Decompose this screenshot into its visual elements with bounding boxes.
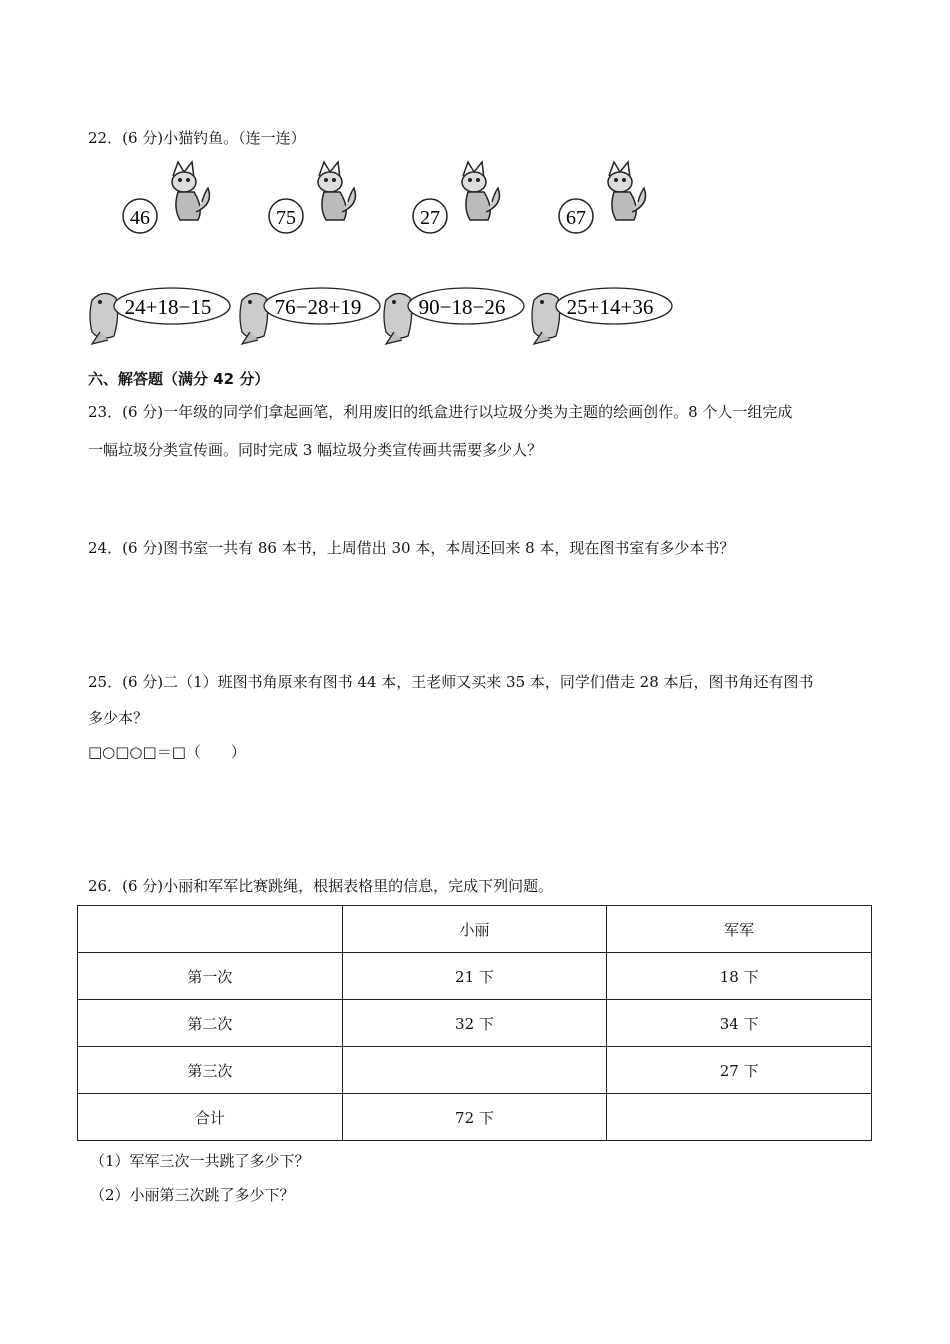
table-cell: 21 下 (342, 953, 607, 1000)
table-cell: 第一次 (78, 953, 343, 1000)
table-cell (607, 1094, 872, 1141)
q25-line1: 25．(6 分)二（1）班图书角原来有图书 44 本，王老师又买来 35 本，同学们借走 28 本后，图书角还有图书 (88, 673, 814, 691)
fish-icon (236, 282, 386, 346)
table-cell: 第三次 (78, 1047, 343, 1094)
cat-number: 67 (566, 207, 586, 229)
cat-icon (264, 158, 364, 238)
section-heading: 六、解答题（满分 42 分） (88, 370, 270, 388)
table-cell: 27 下 (607, 1047, 872, 1094)
cat-icon (408, 158, 508, 238)
cat-number: 75 (276, 207, 296, 229)
table-cell: 72 下 (342, 1094, 607, 1141)
cat-number: 46 (130, 207, 150, 229)
q25-formula: □○□○□＝□（ ） (88, 743, 246, 761)
table-cell: 18 下 (607, 953, 872, 1000)
table-header-row (78, 906, 872, 953)
table-cell: 32 下 (342, 1000, 607, 1047)
table-row (78, 953, 872, 1000)
q24-title: 24．(6 分)图书室一共有 86 本书，上周借出 30 本，本周还回来 8 本，现在图书室有多少本书？ (88, 539, 735, 557)
table-header-cell: 军军 (607, 906, 872, 953)
cat-number: 27 (420, 207, 440, 229)
jump-rope-table (77, 905, 872, 1141)
q22-title: 22．(6 分)小猫钓鱼。（连一连） (88, 129, 306, 147)
table-header-cell: 小丽 (342, 906, 607, 953)
q26-sub2: （2）小丽第三次跳了多少下？ (90, 1186, 295, 1204)
fish-expression: 25+14+36 (566, 295, 654, 319)
fish-expression: 76−28+19 (274, 295, 362, 319)
table-cell: 34 下 (607, 1000, 872, 1047)
table-header-cell (78, 906, 343, 953)
q26-sub1: （1）军军三次一共跳了多少下？ (90, 1152, 310, 1170)
fish-icon (86, 282, 236, 346)
q26-title: 26．(6 分)小丽和军军比赛跳绳，根据表格里的信息，完成下列问题。 (88, 877, 554, 895)
table-row (78, 1047, 872, 1094)
cat-icon (554, 158, 654, 238)
table-row (78, 1000, 872, 1047)
q23-line2: 一幅垃圾分类宣传画。同时完成 3 幅垃圾分类宣传画共需要多少人？ (88, 441, 543, 459)
q23-line1: 23．(6 分)一年级的同学们拿起画笔，利用废旧的纸盒进行以垃圾分类为主题的绘画创作。8 个人一组完成 (88, 403, 793, 421)
cat-icon (118, 158, 218, 238)
fish-expression: 24+18−15 (124, 295, 212, 319)
fish-icon (380, 282, 530, 346)
table-cell (342, 1047, 607, 1094)
table-cell: 合计 (78, 1094, 343, 1141)
table-row (78, 1094, 872, 1141)
fish-expression: 90−18−26 (418, 295, 506, 319)
q25-line2: 多少本？ (88, 709, 149, 727)
table-cell: 第二次 (78, 1000, 343, 1047)
fish-icon (528, 282, 678, 346)
